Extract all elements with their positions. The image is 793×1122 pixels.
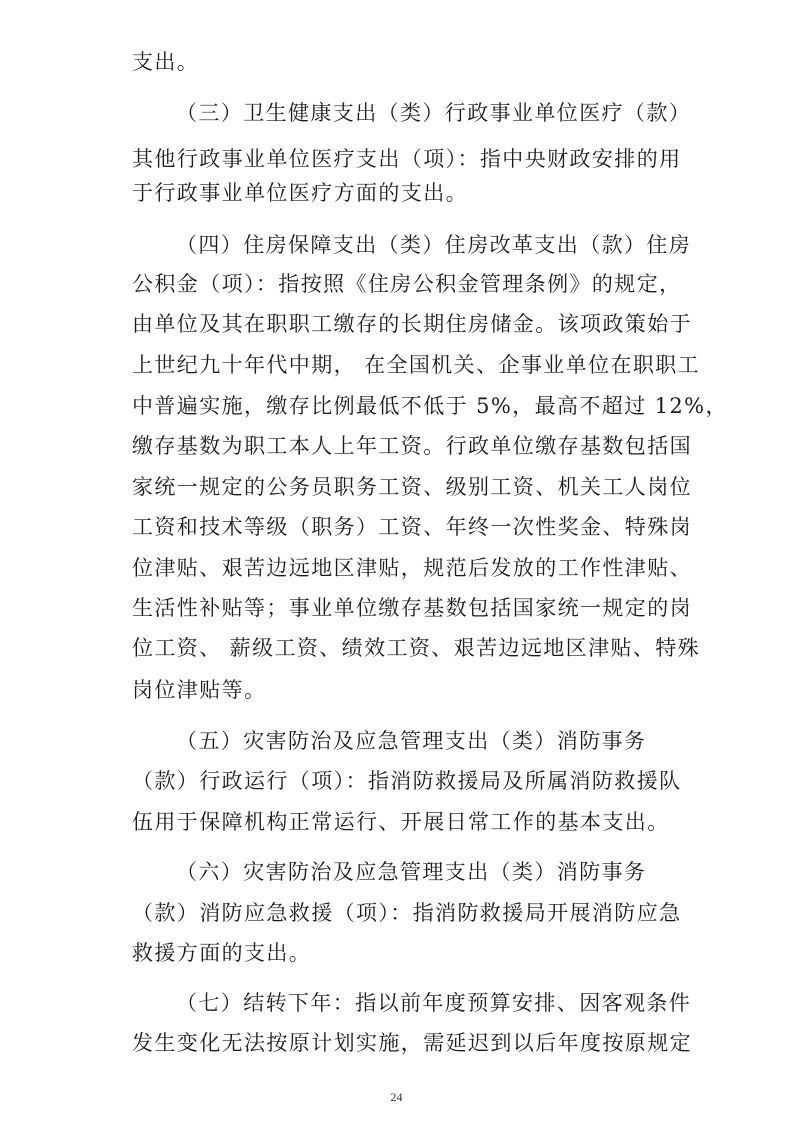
text-line: 由单位及其在职职工缴存的长期住房储金。该项政策始于 <box>132 312 692 336</box>
text-line: （款）消防应急救援（项）：指消防救援局开展消防应急 <box>132 901 682 925</box>
text-line: 上世纪九十年代中期， 在全国机关、企事业单位在职职工 <box>132 353 701 377</box>
text-line: 发生变化无法按原计划实施，需延迟到以后年度按原规定 <box>132 1031 692 1055</box>
page-number: 24 <box>390 1090 403 1104</box>
paragraph-heading-5: （五）灾害防治及应急管理支出（类）消防事务 <box>176 729 647 753</box>
paragraph-heading-7: （七）结转下年：指以前年度预算安排、因客观条件 <box>176 991 692 1015</box>
text-line: 岗位津贴等。 <box>132 678 267 702</box>
text-line: 公积金（项）：指按照《住房公积金管理条例》的规定， <box>132 272 682 296</box>
paragraph-heading-6: （六）灾害防治及应急管理支出（类）消防事务 <box>176 860 647 884</box>
text-line: 伍用于保障机构正常运行、开展日常工作的基本支出。 <box>132 810 670 834</box>
text-line: 工资和技术等级（职务）工资、年终一次性奖金、特殊岗 <box>132 515 692 539</box>
text-line: （款）行政运行（项）：指消防救援局及所属消防救援队 <box>132 769 682 793</box>
text-line: 缴存基数为职工本人上年工资。行政单位缴存基数包括国 <box>132 434 692 458</box>
text-line: 其他行政事业单位医疗支出（项）：指中央财政安排的用 <box>132 147 682 171</box>
text-line: 位津贴、艰苦边远地区津贴，规范后发放的工作性津贴、 <box>132 556 692 580</box>
text-line: 家统一规定的公务员职务工资、级别工资、机关工人岗位 <box>132 475 692 499</box>
text-line: 生活性补贴等；事业单位缴存基数包括国家统一规定的岗 <box>132 596 692 620</box>
paragraph-heading-3: （三）卫生健康支出（类）行政事业单位医疗（款） <box>176 101 692 125</box>
text-line: 支出。 <box>132 50 200 74</box>
text-line: 中普遍实施，缴存比例最低不低于 5%，最高不超过 12%， <box>132 394 728 418</box>
text-line: 救援方面的支出。 <box>132 941 312 965</box>
paragraph-heading-4: （四）住房保障支出（类）住房改革支出（款）住房 <box>176 233 692 257</box>
text-line: 于行政事业单位医疗方面的支出。 <box>132 181 468 205</box>
text-line: 位工资、 薪级工资、绩效工资、艰苦边远地区津贴、特殊 <box>132 636 701 660</box>
